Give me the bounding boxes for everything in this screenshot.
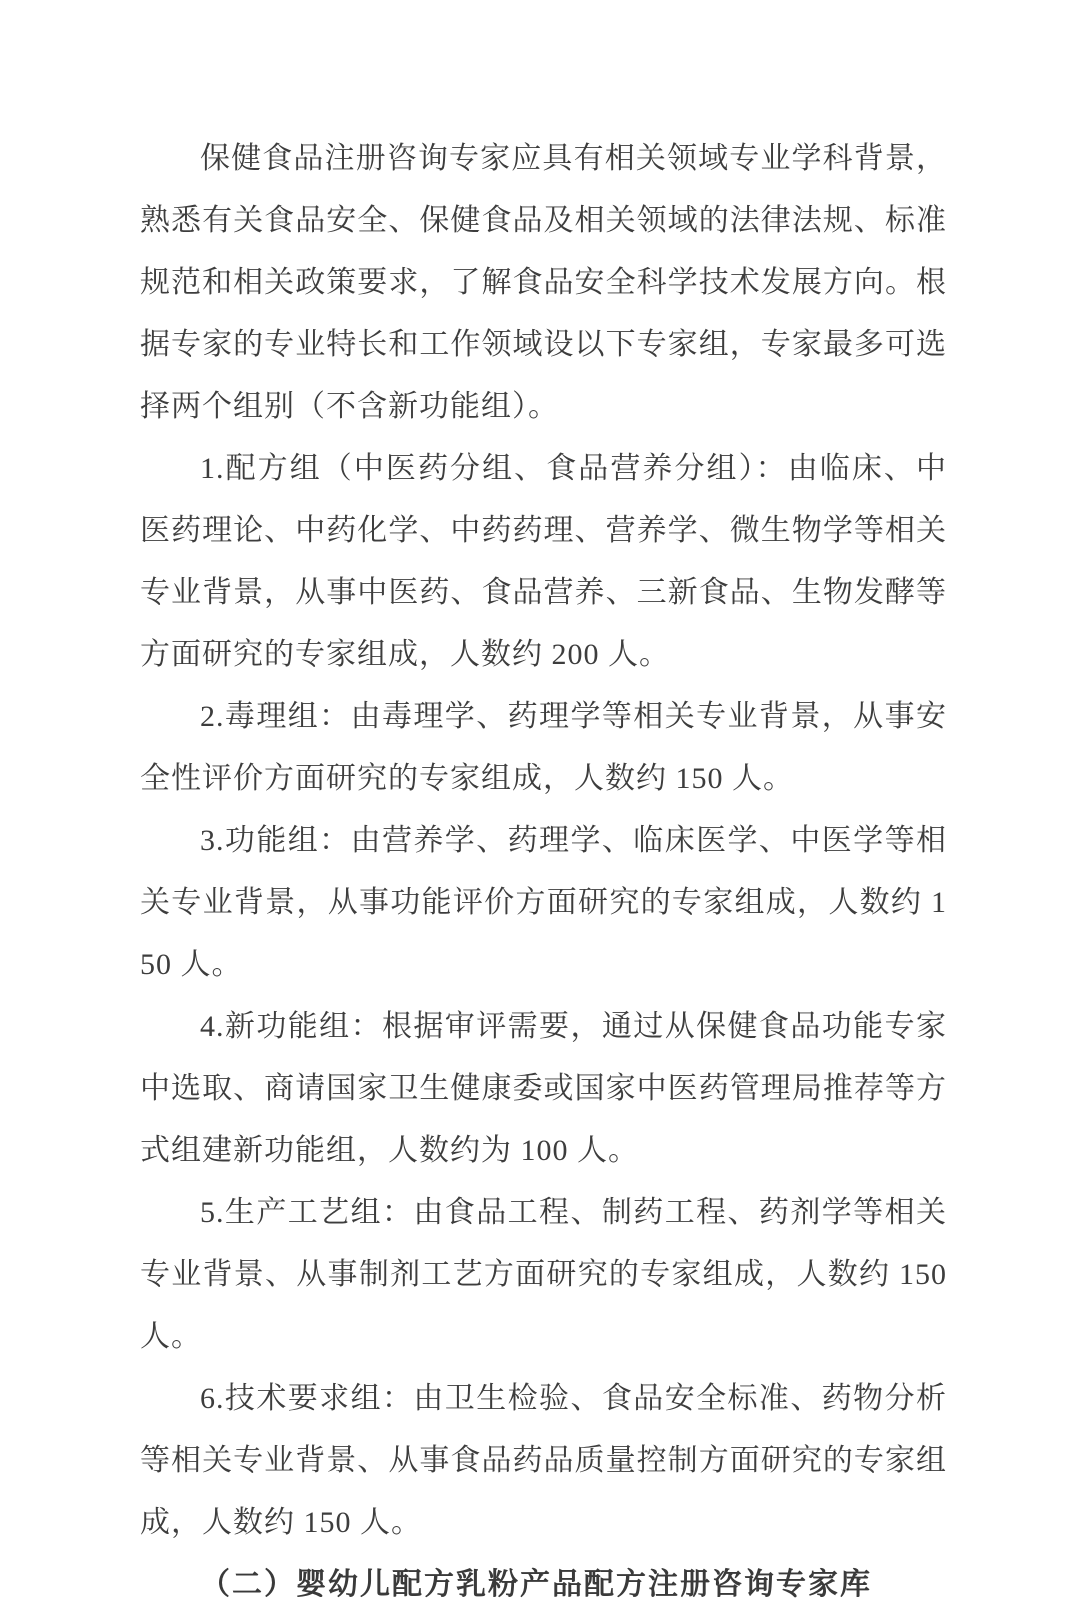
paragraph-group-1-formula: 1.配方组（中医药分组、食品营养分组）：由临床、中医药理论、中药化学、中药药理、营养学、微生物学等相关专业背景，从事中医药、食品营养、三新食品、生物发酵等方面研究的专家组成，人数约 200 人。 bbox=[140, 452, 947, 671]
paragraph-group-6-technical: 6.技术要求组：由卫生检验、食品安全标准、药物分析等相关专业背景、从事食品药品质量控制方面研究的专家组成，人数约 150 人。 bbox=[140, 1382, 947, 1539]
paragraph-group-3-function: 3.功能组：由营养学、药理学、临床医学、中医学等相关专业背景，从事功能评价方面研究的专家组成，人数约 150 人。 bbox=[140, 824, 947, 981]
section-heading: （二）婴幼儿配方乳粉产品配方注册咨询专家库 bbox=[200, 1568, 872, 1601]
paragraph-intro: 保健食品注册咨询专家应具有相关领域专业学科背景，熟悉有关食品安全、保健食品及相关领域的法律法规、标准规范和相关政策要求，了解食品安全科学技术发展方向。根据专家的专业特长和工作领域设以下专家组，专家最多可选择两个组别（不含新功能组）。 bbox=[140, 142, 947, 423]
paragraph-group-4-new-function: 4.新功能组：根据审评需要，通过从保健食品功能专家中选取、商请国家卫生健康委或国家中医药管理局推荐等方式组建新功能组，人数约为 100 人。 bbox=[140, 1010, 947, 1167]
paragraph-group-5-production: 5.生产工艺组：由食品工程、制药工程、药剂学等相关专业背景、从事制剂工艺方面研究的专家组成，人数约 150 人。 bbox=[140, 1196, 947, 1353]
paragraph-group-2-toxicology: 2.毒理组：由毒理学、药理学等相关专业背景，从事安全性评价方面研究的专家组成，人数约 150 人。 bbox=[140, 700, 947, 795]
